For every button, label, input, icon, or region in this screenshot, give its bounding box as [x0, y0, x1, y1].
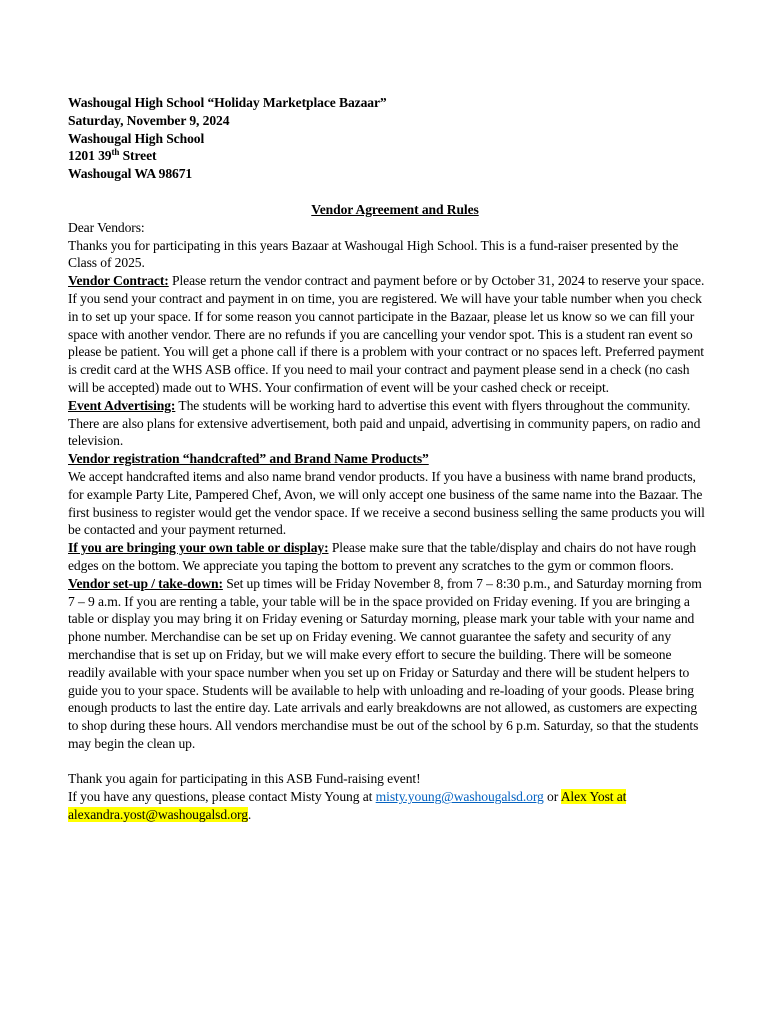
- section-text: Please return the vendor contract and payment before or by October 31, 2024 to reserve your space. If you send your contract and payment in on time, you are registered. We will have your table number when you check in to set up your space. If for some reason you cannot participate in the Bazaar, please let us know so we can fill your space with another vendor. There are no refunds if you are cancelling your vendor spot. This is a student ran event so please be patient. You will get a phone call if there is a problem with your contract or no spaces left. Preferred payment is credit card at the WHS ASB office. If you need to mail your contract and payment please send in a check (no cash will be accepted) made out to WHS. Your confirmation of event will be your cashed check or receipt.: [68, 273, 705, 395]
- greeting: Dear Vendors:: [68, 219, 145, 235]
- event-header: [68, 94, 708, 183]
- section-vendor-registration: [68, 450, 708, 468]
- venue-address: [68, 147, 708, 165]
- section-registration-text: We accept handcrafted items and also name brand vendor products. If you have a business with name brand products, for example Party Lite, Pampered Chef, Avon, we will only accept one business of the same name into the Bazaar. The first business to register would get the vendor space. If we receive a second business selling the same products you will be contacted and your payment returned.: [68, 468, 705, 538]
- section-label: Vendor registration “handcrafted” and Brand Name Products”: [68, 451, 429, 467]
- section-label: Vendor Contract:: [68, 273, 169, 289]
- email-link-misty[interactable]: misty.young@washougalsd.org: [375, 789, 544, 805]
- section-label: Event Advertising:: [68, 397, 176, 413]
- venue-city: Washougal WA 98671: [68, 166, 193, 182]
- intro-paragraph: Thanks you for participating in this years Bazaar at Washougal High School. This is a fund-raiser presented by the Class of 2025.: [68, 237, 679, 271]
- address-street: Street: [119, 148, 157, 164]
- paragraph-gap: [68, 753, 708, 771]
- section-setup-takedown: [68, 575, 708, 753]
- highlighted-contact: Alex Yost at alexandra.yost@washougalsd.org: [68, 789, 627, 823]
- event-title: Washougal High School “Holiday Marketplace Bazaar”: [68, 95, 387, 110]
- section-event-advertising: [68, 397, 708, 450]
- section-text: The students will be working hard to advertise this event with flyers throughout the community. There are also plans for extensive advertisement, both paid and unpaid, advertising in community papers, on radio and television.: [68, 397, 701, 449]
- address-number: 1201 39: [68, 148, 112, 164]
- contact-end: .: [247, 807, 252, 823]
- closing-thanks: Thank you again for participating in this ASB Fund-raising event!: [68, 771, 421, 787]
- section-vendor-contract: [68, 272, 708, 397]
- section-own-table: [68, 539, 708, 575]
- event-date: Saturday, November 9, 2024: [68, 112, 230, 128]
- section-label: Vendor set-up / take-down:: [68, 575, 223, 591]
- document-title: Vendor Agreement and Rules: [311, 201, 479, 217]
- section-label: If you are bringing your own table or display:: [68, 540, 329, 556]
- section-text: Set up times will be Friday November 8, from 7 – 8:30 p.m., and Saturday morning from 7 – 9 a.m. If you are renting a table, your table will be in the space provided on Friday evening. If you are bringing a table or display you may bring it on Friday evening or Saturday morning, please mark your table with your name and phone number. Merchandise can be set up on Friday evening. We cannot guarantee the safety and security of any merchandise that is set up on Friday, but we will make every effort to secure the building. There will be someone readily available with your space number when you set up on Friday or Saturday and there will be student helpers to guide you to your space. Students will be available to help with unloading and re-loading of your goods. Please bring enough products to last the entire day. Late arrivals and early breakdowns are not allowed, as customers are expecting to shop during these hours. All vendors merchandise must be out of the school by 6 p.m. Saturday, so that the students may begin the clean up.: [68, 575, 702, 751]
- section-text: Please make sure that the table/display and chairs do not have rough edges on the bottom. We appreciate you taping the bottom to prevent any scratches to the gym or common floors.: [68, 540, 697, 573]
- closing-contact: [68, 788, 708, 824]
- document-body: [68, 94, 708, 824]
- address-suffix: th: [111, 147, 120, 158]
- contact-prefix: If you have any questions, please contact Misty Young at: [68, 789, 376, 805]
- venue-name: Washougal High School: [68, 130, 205, 146]
- contact-or: or: [543, 789, 561, 805]
